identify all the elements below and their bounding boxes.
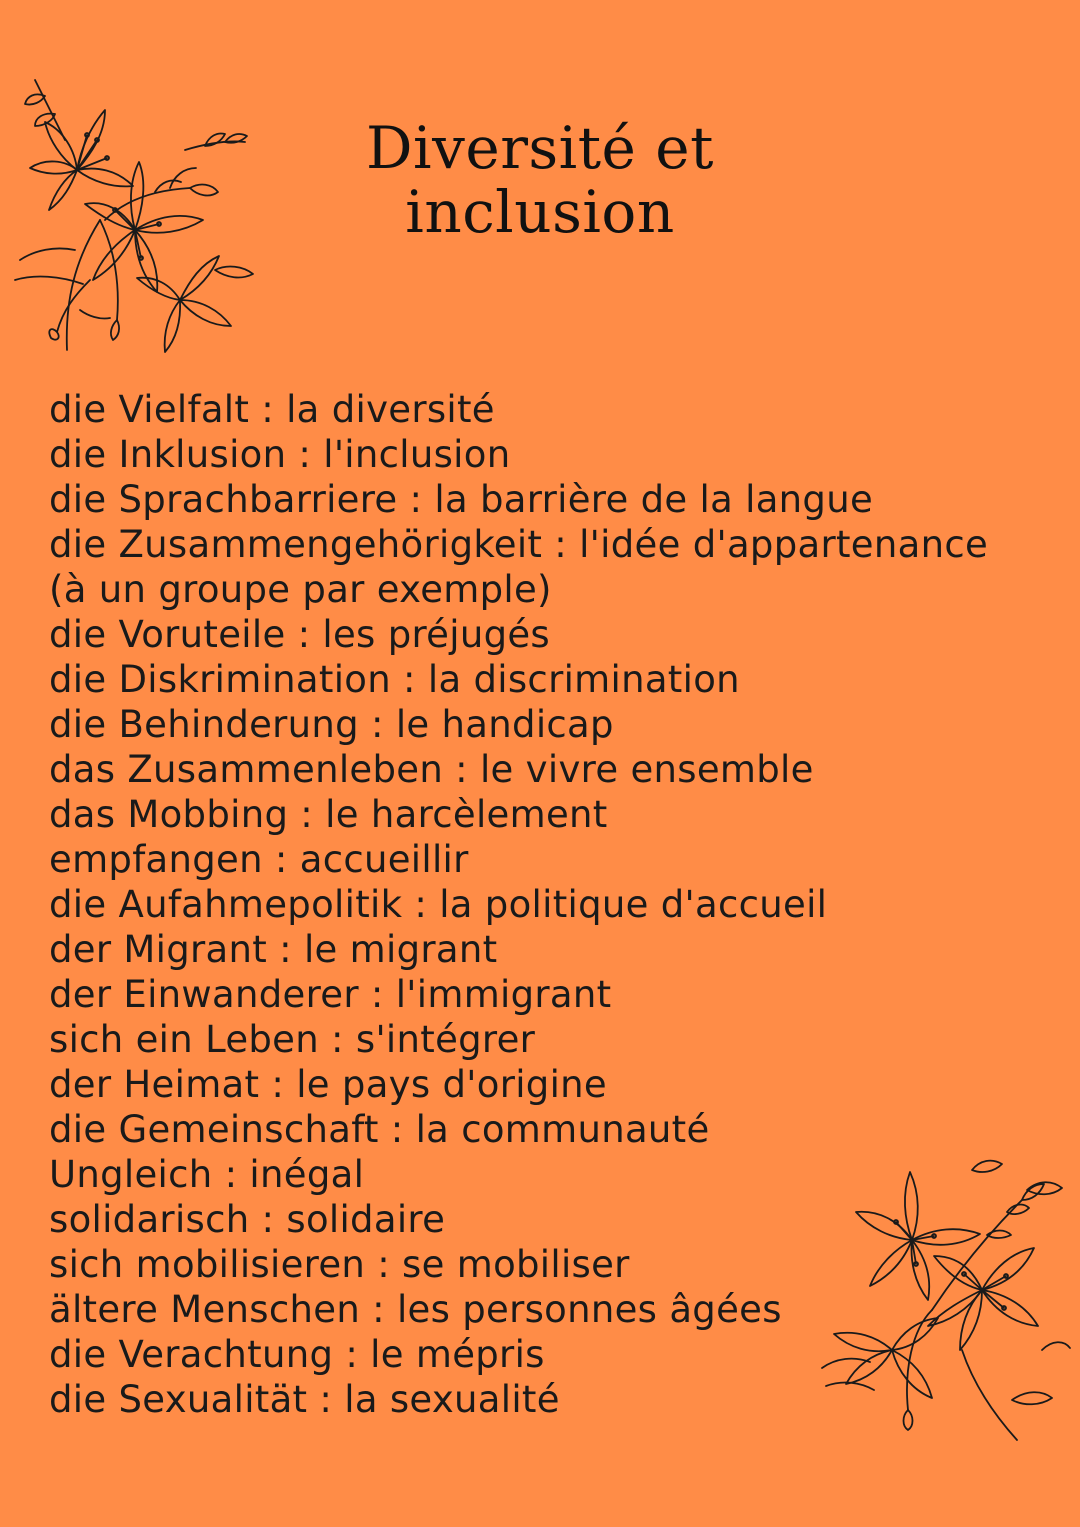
vocabulary-entry: die Voruteile : les préjugés [49,613,550,656]
vocabulary-entry: der Einwanderer : l'immigrant [49,973,612,1016]
vocabulary-entry: die Sprachbarriere : la barrière de la langue [49,478,874,521]
vocabulary-entry: (à un groupe par exemple) [49,568,552,611]
vocabulary-entry: das Zusammenleben : le vivre ensemble [49,748,814,791]
vocabulary-entry: Ungleich : inégal [49,1153,365,1196]
vocabulary-entry: empfangen : accueillir [49,838,469,881]
lily-bouquet-top-left-icon [5,70,260,360]
vocabulary-entry: die Behinderung : le handicap [49,703,614,746]
vocabulary-entry: ältere Menschen : les personnes âgées [49,1288,782,1331]
page-title-line-2: inclusion [405,178,675,246]
vocabulary-entry: sich mobilisieren : se mobiliser [49,1243,630,1286]
vocabulary-entry: sich ein Leben : s'intégrer [49,1018,536,1061]
vocabulary-entry: die Gemeinschaft : la communauté [49,1108,710,1151]
vocabulary-entry: die Verachtung : le mépris [49,1333,545,1376]
page-title [290,116,790,244]
vocabulary-entry: der Migrant : le migrant [49,928,498,971]
vocabulary-entry: das Mobbing : le harcèlement [49,793,608,836]
lily-bouquet-bottom-right-icon [812,1150,1072,1450]
vocabulary-entry: die Sexualität : la sexualité [49,1378,560,1421]
vocabulary-entry: die Diskrimination : la discrimination [49,658,740,701]
vocabulary-entry: solidarisch : solidaire [49,1198,446,1241]
vocabulary-entry: die Zusammengehörigkeit : l'idée d'appartenance [49,523,989,566]
vocabulary-entry: der Heimat : le pays d'origine [49,1063,607,1106]
vocabulary-entry: die Vielfalt : la diversité [49,388,495,431]
vocabulary-entry: die Inklusion : l'inclusion [49,433,511,476]
page-title-line-1: Diversité et [366,114,714,182]
vocabulary-entry: die Aufahmepolitik : la politique d'accueil [49,883,828,926]
